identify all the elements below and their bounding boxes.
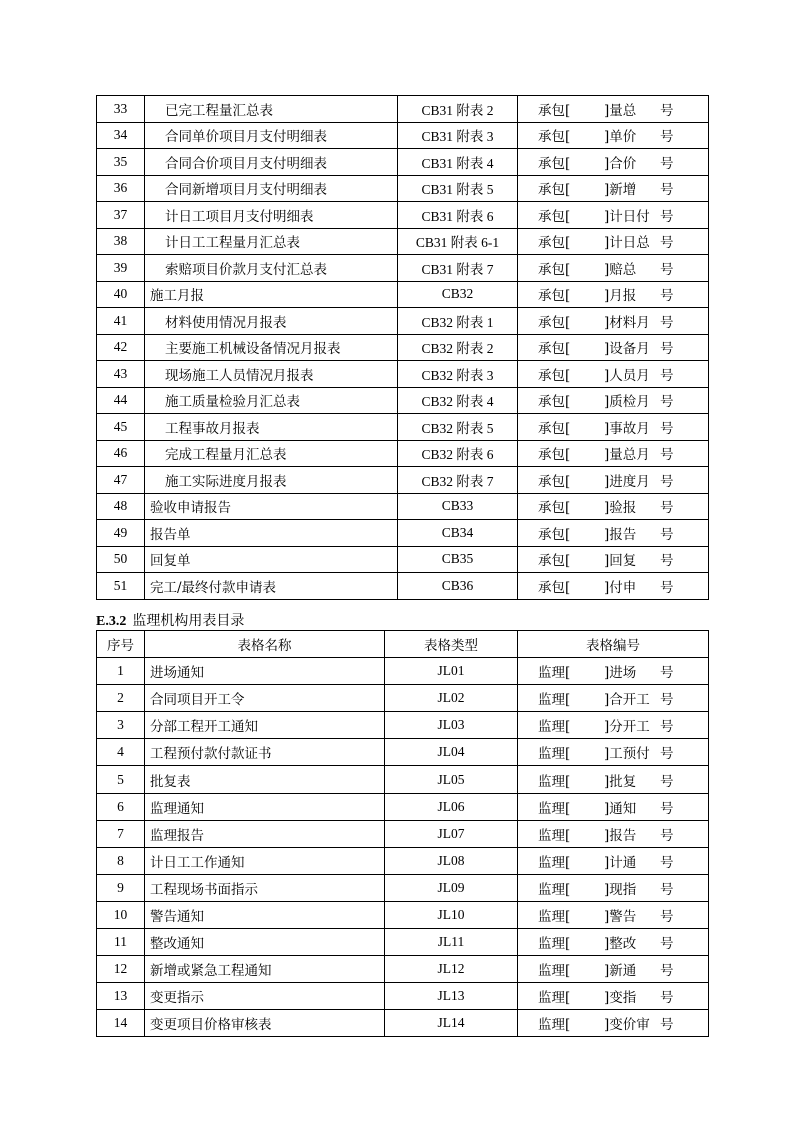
form-code — [518, 766, 709, 793]
code-suffix: 号 — [660, 579, 674, 596]
code-middle: ]月报 — [604, 288, 637, 305]
form-code — [518, 739, 709, 766]
header-no: 序号 — [97, 631, 145, 658]
table-row — [97, 820, 709, 847]
form-type: CB31 附表 6-1 — [398, 228, 518, 255]
form-name: 索赔项目价款月支付汇总表 — [145, 255, 398, 282]
form-code — [518, 175, 709, 202]
form-type: CB32 附表 4 — [398, 387, 518, 414]
code-suffix: 号 — [660, 908, 674, 925]
form-name: 施工月报 — [145, 281, 398, 308]
form-type: CB31 附表 6 — [398, 202, 518, 229]
code-middle: ]材料月 — [604, 314, 650, 331]
code-middle: ]变指 — [604, 990, 637, 1007]
code-middle: ]警告 — [604, 908, 637, 925]
code-prefix: 承包[ — [538, 553, 571, 570]
code-prefix: 承包[ — [538, 288, 571, 305]
code-suffix: 号 — [660, 719, 674, 736]
form-code — [518, 122, 709, 149]
code-prefix: 监理[ — [538, 990, 571, 1007]
form-code — [518, 874, 709, 901]
table-row — [97, 122, 709, 149]
code-suffix: 号 — [660, 341, 674, 358]
code-suffix: 号 — [660, 553, 674, 570]
code-middle: ]批复 — [604, 773, 637, 790]
code-middle: ]赔总 — [604, 261, 637, 278]
form-name: 主要施工机械设备情况月报表 — [145, 334, 398, 361]
form-type: JL05 — [385, 766, 518, 793]
code-prefix: 监理[ — [538, 800, 571, 817]
form-type: JL13 — [385, 983, 518, 1010]
code-suffix: 号 — [660, 936, 674, 953]
table-row — [97, 175, 709, 202]
form-code — [518, 573, 709, 600]
form-name: 监理通知 — [145, 793, 385, 820]
form-name: 施工实际进度月报表 — [145, 467, 398, 494]
form-type: CB33 — [398, 493, 518, 520]
code-middle: ]进度月 — [604, 473, 650, 490]
table-row — [97, 739, 709, 766]
form-code — [518, 493, 709, 520]
code-prefix: 承包[ — [538, 526, 571, 543]
code-middle: ]报告 — [604, 526, 637, 543]
code-middle: ]分开工 — [604, 719, 650, 736]
code-middle: ]回复 — [604, 553, 637, 570]
row-number: 49 — [97, 520, 145, 547]
table-row — [97, 766, 709, 793]
row-number: 33 — [97, 96, 145, 123]
form-name: 材料使用情况月报表 — [145, 308, 398, 335]
code-middle: ]计日付 — [604, 208, 650, 225]
row-number: 47 — [97, 467, 145, 494]
code-suffix: 号 — [660, 155, 674, 172]
form-type: JL11 — [385, 929, 518, 956]
row-number: 38 — [97, 228, 145, 255]
table-row — [97, 983, 709, 1010]
form-code — [518, 983, 709, 1010]
section-title: 监理机构用表目录 — [132, 613, 245, 629]
row-number: 39 — [97, 255, 145, 282]
table-row — [97, 712, 709, 739]
row-number: 42 — [97, 334, 145, 361]
form-name: 分部工程开工通知 — [145, 712, 385, 739]
row-number: 40 — [97, 281, 145, 308]
code-prefix: 承包[ — [538, 182, 571, 199]
code-suffix: 号 — [660, 665, 674, 682]
form-type: JL07 — [385, 820, 518, 847]
table-row — [97, 96, 709, 123]
row-number: 2 — [97, 685, 145, 712]
form-type: CB35 — [398, 546, 518, 573]
table-row — [97, 414, 709, 441]
table-row — [97, 387, 709, 414]
table-row — [97, 793, 709, 820]
form-type: JL02 — [385, 685, 518, 712]
form-code — [518, 820, 709, 847]
code-suffix: 号 — [660, 990, 674, 1007]
code-prefix: 承包[ — [538, 447, 571, 464]
form-name: 合同新增项目月支付明细表 — [145, 175, 398, 202]
form-code — [518, 228, 709, 255]
form-name: 完工/最终付款申请表 — [145, 573, 398, 600]
form-type: JL04 — [385, 739, 518, 766]
row-number: 34 — [97, 122, 145, 149]
form-code — [518, 956, 709, 983]
table-row — [97, 901, 709, 928]
form-code — [518, 658, 709, 685]
code-middle: ]验报 — [604, 500, 637, 517]
form-name: 合同单价项目月支付明细表 — [145, 122, 398, 149]
code-prefix: 承包[ — [538, 579, 571, 596]
row-number: 7 — [97, 820, 145, 847]
table-row — [97, 573, 709, 600]
table-row — [97, 847, 709, 874]
table-row — [97, 334, 709, 361]
code-middle: ]新通 — [604, 963, 637, 980]
row-number: 8 — [97, 847, 145, 874]
table-row — [97, 493, 709, 520]
form-name: 工程现场书面指示 — [145, 874, 385, 901]
code-prefix: 监理[ — [538, 881, 571, 898]
form-name: 已完工程量汇总表 — [145, 96, 398, 123]
code-middle: ]付申 — [604, 579, 637, 596]
form-name: 合同合价项目月支付明细表 — [145, 149, 398, 176]
form-name: 验收申请报告 — [145, 493, 398, 520]
form-type: CB32 附表 7 — [398, 467, 518, 494]
form-name: 变更项目价格审核表 — [145, 1010, 385, 1037]
form-name: 完成工程量月汇总表 — [145, 440, 398, 467]
code-middle: ]进场 — [604, 665, 637, 682]
code-suffix: 号 — [660, 963, 674, 980]
code-suffix: 号 — [660, 261, 674, 278]
table-row — [97, 149, 709, 176]
form-code — [518, 387, 709, 414]
contractor-forms-table — [96, 95, 709, 600]
code-suffix: 号 — [660, 827, 674, 844]
row-number: 45 — [97, 414, 145, 441]
code-prefix: 监理[ — [538, 746, 571, 763]
form-code — [518, 361, 709, 388]
form-type: JL12 — [385, 956, 518, 983]
form-code — [518, 334, 709, 361]
code-prefix: 承包[ — [538, 314, 571, 331]
table-row — [97, 228, 709, 255]
code-prefix: 监理[ — [538, 692, 571, 709]
code-suffix: 号 — [660, 447, 674, 464]
code-prefix: 承包[ — [538, 129, 571, 146]
form-type: JL10 — [385, 901, 518, 928]
form-name: 工程预付款付款证书 — [145, 739, 385, 766]
row-number: 1 — [97, 658, 145, 685]
table-row — [97, 440, 709, 467]
code-suffix: 号 — [660, 800, 674, 817]
code-suffix: 号 — [660, 773, 674, 790]
code-prefix: 承包[ — [538, 394, 571, 411]
form-code — [518, 901, 709, 928]
form-code — [518, 440, 709, 467]
form-type: CB34 — [398, 520, 518, 547]
section-heading — [96, 610, 244, 630]
form-code — [518, 414, 709, 441]
form-type: JL14 — [385, 1010, 518, 1037]
form-type: CB36 — [398, 573, 518, 600]
table-row — [97, 929, 709, 956]
form-code — [518, 96, 709, 123]
form-code — [518, 467, 709, 494]
code-prefix: 承包[ — [538, 102, 571, 119]
row-number: 14 — [97, 1010, 145, 1037]
form-type: CB32 附表 3 — [398, 361, 518, 388]
form-code — [518, 308, 709, 335]
code-suffix: 号 — [660, 692, 674, 709]
row-number: 46 — [97, 440, 145, 467]
code-prefix: 监理[ — [538, 827, 571, 844]
form-type: CB31 附表 4 — [398, 149, 518, 176]
form-type: CB32 附表 6 — [398, 440, 518, 467]
code-suffix: 号 — [660, 1017, 674, 1034]
form-name: 监理报告 — [145, 820, 385, 847]
form-type: CB32 — [398, 281, 518, 308]
form-name: 报告单 — [145, 520, 398, 547]
form-code — [518, 685, 709, 712]
row-number: 35 — [97, 149, 145, 176]
code-suffix: 号 — [660, 129, 674, 146]
code-prefix: 监理[ — [538, 963, 571, 980]
code-prefix: 承包[ — [538, 235, 571, 252]
form-code — [518, 546, 709, 573]
form-name: 批复表 — [145, 766, 385, 793]
form-type: CB32 附表 5 — [398, 414, 518, 441]
table-row — [97, 281, 709, 308]
code-middle: ]报告 — [604, 827, 637, 844]
table-row — [97, 520, 709, 547]
code-prefix: 承包[ — [538, 473, 571, 490]
table-row — [97, 956, 709, 983]
code-suffix: 号 — [660, 367, 674, 384]
form-type: JL03 — [385, 712, 518, 739]
code-prefix: 承包[ — [538, 208, 571, 225]
form-type: JL08 — [385, 847, 518, 874]
row-number: 36 — [97, 175, 145, 202]
code-suffix: 号 — [660, 102, 674, 119]
row-number: 48 — [97, 493, 145, 520]
code-middle: ]变价审 — [604, 1017, 650, 1034]
row-number: 12 — [97, 956, 145, 983]
table-header-row — [97, 631, 709, 658]
code-middle: ]通知 — [604, 800, 637, 817]
form-name: 工程事故月报表 — [145, 414, 398, 441]
form-name: 警告通知 — [145, 901, 385, 928]
form-type: CB31 附表 5 — [398, 175, 518, 202]
form-name: 计日工项目月支付明细表 — [145, 202, 398, 229]
code-middle: ]质检月 — [604, 394, 650, 411]
form-type: CB31 附表 7 — [398, 255, 518, 282]
form-type: CB32 附表 2 — [398, 334, 518, 361]
code-suffix: 号 — [660, 394, 674, 411]
supervision-forms-table — [96, 630, 709, 1037]
form-type: JL06 — [385, 793, 518, 820]
row-number: 6 — [97, 793, 145, 820]
code-suffix: 号 — [660, 746, 674, 763]
row-number: 5 — [97, 766, 145, 793]
row-number: 9 — [97, 874, 145, 901]
code-suffix: 号 — [660, 235, 674, 252]
table-row — [97, 546, 709, 573]
code-prefix: 监理[ — [538, 719, 571, 736]
form-name: 计日工工作通知 — [145, 847, 385, 874]
code-prefix: 监理[ — [538, 773, 571, 790]
code-prefix: 承包[ — [538, 367, 571, 384]
code-middle: ]工预付 — [604, 746, 650, 763]
table-row — [97, 658, 709, 685]
form-code — [518, 793, 709, 820]
form-type: CB31 附表 2 — [398, 96, 518, 123]
form-name: 变更指示 — [145, 983, 385, 1010]
header-type: 表格类型 — [385, 631, 518, 658]
form-code — [518, 149, 709, 176]
code-prefix: 承包[ — [538, 155, 571, 172]
form-name: 计日工工程量月汇总表 — [145, 228, 398, 255]
form-code — [518, 847, 709, 874]
code-suffix: 号 — [660, 526, 674, 543]
code-suffix: 号 — [660, 420, 674, 437]
code-middle: ]计日总 — [604, 235, 650, 252]
row-number: 13 — [97, 983, 145, 1010]
code-suffix: 号 — [660, 288, 674, 305]
row-number: 44 — [97, 387, 145, 414]
code-suffix: 号 — [660, 500, 674, 517]
row-number: 41 — [97, 308, 145, 335]
code-middle: ]设备月 — [604, 341, 650, 358]
code-middle: ]整改 — [604, 936, 637, 953]
row-number: 10 — [97, 901, 145, 928]
table-row — [97, 467, 709, 494]
code-prefix: 承包[ — [538, 261, 571, 278]
form-name: 现场施工人员情况月报表 — [145, 361, 398, 388]
table-row — [97, 308, 709, 335]
code-suffix: 号 — [660, 854, 674, 871]
form-type: JL09 — [385, 874, 518, 901]
form-name: 施工质量检验月汇总表 — [145, 387, 398, 414]
code-middle: ]计通 — [604, 854, 637, 871]
code-middle: ]新增 — [604, 182, 637, 199]
table-row — [97, 685, 709, 712]
form-name: 新增或紧急工程通知 — [145, 956, 385, 983]
form-code — [518, 929, 709, 956]
form-code — [518, 1010, 709, 1037]
code-middle: ]现指 — [604, 881, 637, 898]
form-code — [518, 520, 709, 547]
code-suffix: 号 — [660, 182, 674, 199]
row-number: 37 — [97, 202, 145, 229]
form-code — [518, 712, 709, 739]
form-code — [518, 202, 709, 229]
code-middle: ]事故月 — [604, 420, 650, 437]
header-code: 表格编号 — [518, 631, 709, 658]
header-name: 表格名称 — [145, 631, 385, 658]
code-suffix: 号 — [660, 314, 674, 331]
code-prefix: 监理[ — [538, 1017, 571, 1034]
form-type: JL01 — [385, 658, 518, 685]
code-suffix: 号 — [660, 881, 674, 898]
code-middle: ]量总月 — [604, 447, 650, 464]
row-number: 3 — [97, 712, 145, 739]
code-prefix: 承包[ — [538, 420, 571, 437]
code-suffix: 号 — [660, 208, 674, 225]
code-prefix: 监理[ — [538, 908, 571, 925]
code-prefix: 承包[ — [538, 341, 571, 358]
form-code — [518, 281, 709, 308]
code-prefix: 承包[ — [538, 500, 571, 517]
row-number: 50 — [97, 546, 145, 573]
table-row — [97, 874, 709, 901]
form-type: CB31 附表 3 — [398, 122, 518, 149]
code-middle: ]人员月 — [604, 367, 650, 384]
table-row — [97, 255, 709, 282]
code-middle: ]量总 — [604, 102, 637, 119]
form-name: 进场通知 — [145, 658, 385, 685]
form-name: 合同项目开工令 — [145, 685, 385, 712]
form-name: 回复单 — [145, 546, 398, 573]
code-prefix: 监理[ — [538, 854, 571, 871]
table-row — [97, 1010, 709, 1037]
code-middle: ]合价 — [604, 155, 637, 172]
code-middle: ]合开工 — [604, 692, 650, 709]
table-row — [97, 202, 709, 229]
row-number: 11 — [97, 929, 145, 956]
code-prefix: 监理[ — [538, 665, 571, 682]
row-number: 4 — [97, 739, 145, 766]
section-number: E.3.2 — [96, 614, 127, 629]
form-type: CB32 附表 1 — [398, 308, 518, 335]
row-number: 43 — [97, 361, 145, 388]
form-name: 整改通知 — [145, 929, 385, 956]
row-number: 51 — [97, 573, 145, 600]
form-code — [518, 255, 709, 282]
table-row — [97, 361, 709, 388]
code-suffix: 号 — [660, 473, 674, 490]
code-prefix: 监理[ — [538, 936, 571, 953]
code-middle: ]单价 — [604, 129, 637, 146]
